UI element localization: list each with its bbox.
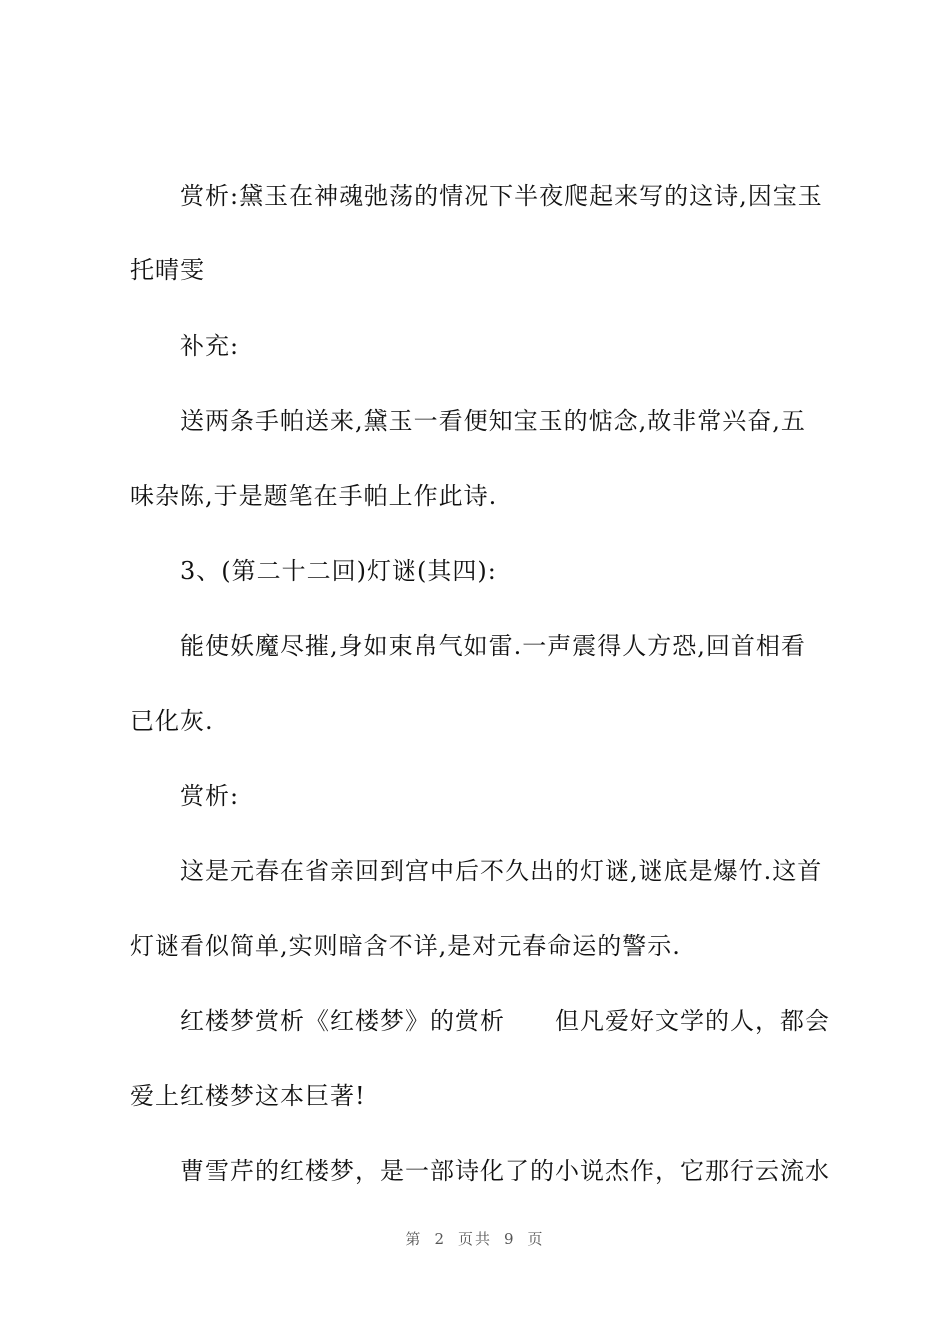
footer-middle: 页共 bbox=[457, 1230, 492, 1248]
paragraph-line: 赏析: bbox=[180, 782, 240, 810]
paragraph-line: 补充: bbox=[180, 332, 240, 360]
paragraph-line: 送两条手帕送来,黛玉一看便知宝玉的惦念,故非常兴奋,五 bbox=[180, 407, 806, 435]
paragraph-line: 爱上红楼梦这本巨著! bbox=[130, 1082, 366, 1110]
section-heading: 3、(第二十二回)灯谜(其四): bbox=[180, 557, 497, 585]
page-number-footer bbox=[0, 1228, 950, 1249]
paragraph-line: 已化灰. bbox=[130, 707, 214, 735]
footer-current-page: 2 bbox=[434, 1230, 446, 1248]
paragraph-line: 赏析:黛玉在神魂弛荡的情况下半夜爬起来写的这诗,因宝玉 bbox=[180, 182, 823, 210]
paragraph-line: 能使妖魔尽摧,身如束帛气如雷.一声震得人方恐,回首相看 bbox=[180, 632, 806, 660]
paragraph-line: 这是元春在省亲回到宫中后不久出的灯谜,谜底是爆竹.这首 bbox=[180, 857, 823, 885]
paragraph-line: 托晴雯 bbox=[130, 256, 205, 284]
paragraph-line: 味杂陈,于是题笔在手帕上作此诗. bbox=[130, 482, 498, 510]
footer-prefix: 第 bbox=[405, 1230, 423, 1248]
footer-suffix: 页 bbox=[527, 1230, 545, 1248]
paragraph-line: 曹雪芹的红楼梦，是一部诗化了的小说杰作，它那行云流水 bbox=[180, 1157, 830, 1185]
paragraph-line: 红楼梦赏析《红楼梦》的赏析 但凡爱好文学的人，都会 bbox=[180, 1007, 830, 1035]
footer-total-pages: 9 bbox=[504, 1230, 516, 1248]
paragraph-line: 灯谜看似简单,实则暗含不详,是对元春命运的警示. bbox=[130, 932, 681, 960]
